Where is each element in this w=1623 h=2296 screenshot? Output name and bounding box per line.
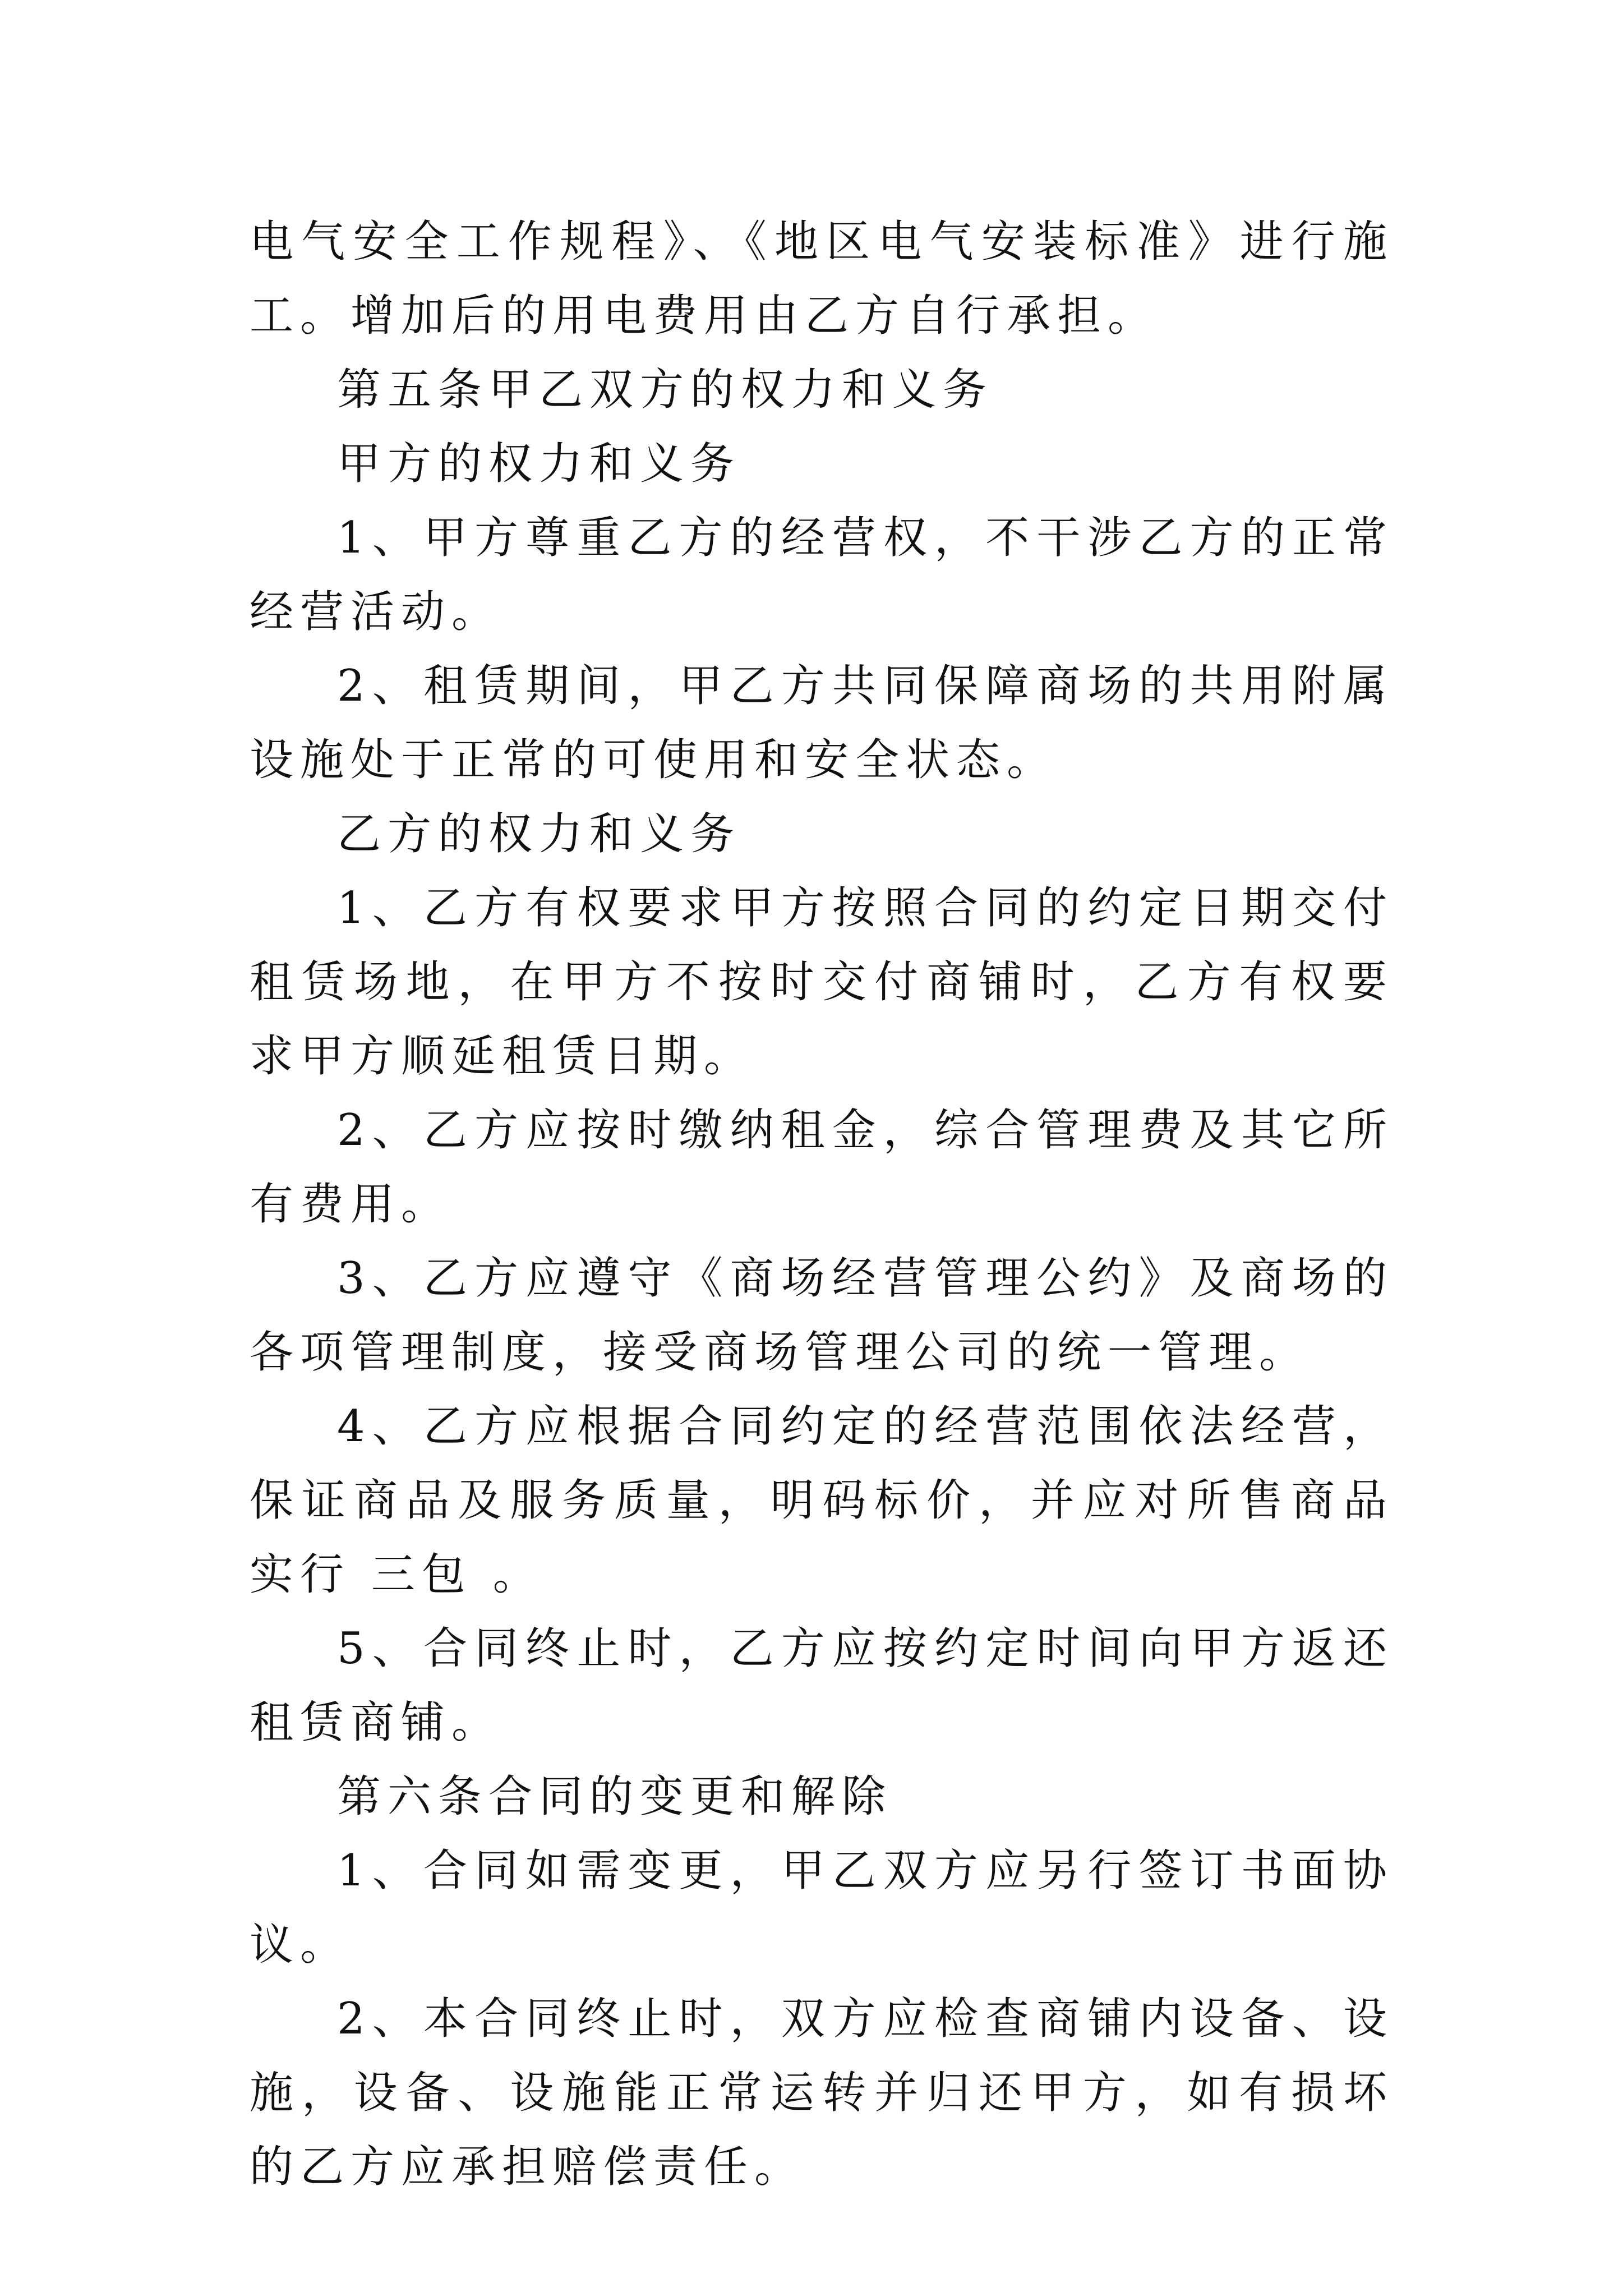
paragraph-a2: 2、租赁期间，甲乙方共同保障商场的共用附属设施处于正常的可使用和安全状态。 [250, 661, 1394, 785]
paragraph-b3: 3、乙方应遵守《商场经营管理公约》及商场的各项管理制度，接受商场管理公司的统一管理。 [250, 1253, 1394, 1378]
paragraph-c1: 1、合同如需变更，甲乙双方应另行签订书面协议。 [250, 1846, 1394, 1970]
subheading-party-b: 乙方的权力和义务 [337, 809, 741, 859]
document-body [250, 205, 1394, 2204]
paragraph-a1: 1、甲方尊重乙方的经营权，不干涉乙方的正常经营活动。 [250, 513, 1394, 637]
paragraph-b1: 1、乙方有权要求甲方按照合同的约定日期交付租赁场地，在甲方不按时交付商铺时，乙方有权要求甲方顺延租赁日期。 [250, 883, 1394, 1082]
section-heading-5: 第五条甲乙双方的权力和义务 [337, 365, 994, 415]
paragraph-b4: 4、乙方应根据合同约定的经营范围依法经营，保证商品及服务质量，明码标价，并应对所售商品实行 三包 。 [250, 1401, 1394, 1600]
paragraph-b5: 5、合同终止时，乙方应按约定时间向甲方返还租赁商铺。 [250, 1623, 1394, 1748]
paragraph-c2: 2、本合同终止时，双方应检查商铺内设备、设施，设备、设施能正常运转并归还甲方，如有损坏的乙方应承担赔偿责任。 [250, 1994, 1394, 2192]
paragraph-b2: 2、乙方应按时缴纳租金，综合管理费及其它所有费用。 [250, 1105, 1394, 1230]
subheading-party-a: 甲方的权力和义务 [337, 439, 741, 489]
section-heading-6: 第六条合同的变更和解除 [337, 1772, 893, 1822]
paragraph-1: 电气安全工作规程》、《地区电气安装标准》进行施工。增加后的用电费用由乙方自行承担。 [250, 217, 1394, 341]
